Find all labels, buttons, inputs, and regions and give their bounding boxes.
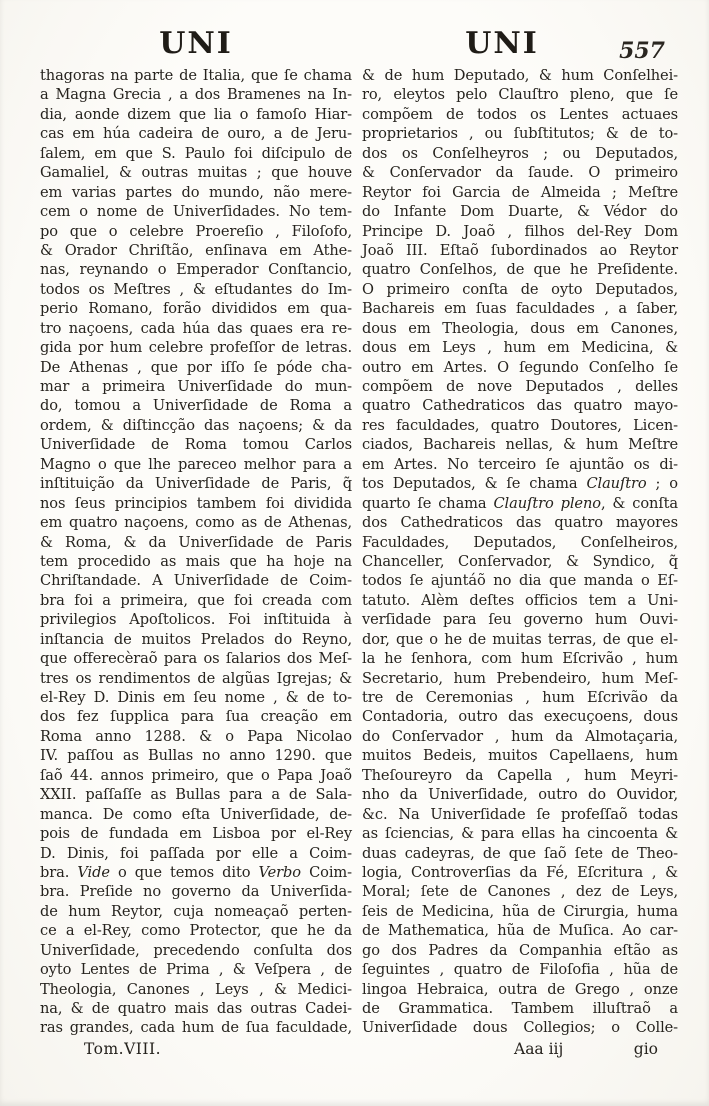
text-line: po que o celebre Proereſio , Filoſofo,	[40, 222, 352, 240]
text-line: O primeiro conſta de oyto Deputados,	[362, 280, 678, 298]
text-line: Magno o que lhe pareceo melhor para a	[40, 455, 352, 473]
text-line: ordem, & diſtincção das naçoens; & da	[40, 416, 352, 434]
text-line: que offerecèraõ para os ſalarios dos Meſ-	[40, 650, 352, 668]
page-number: 557	[619, 38, 665, 64]
text-line: perio Romano, forão divididos em qua-	[40, 300, 352, 318]
text-line: nho da Univerſidade, outro do Ouvidor,	[362, 786, 678, 804]
catchword: gio	[633, 1039, 658, 1058]
text-line: inſtituição da Univerſidade de Paris, q̃	[40, 475, 352, 493]
text-line: todos ſe ajuntáõ no dia que manda o Eſ-	[362, 572, 678, 590]
text-line: pois de fundada em Lisboa por el-Rey	[40, 825, 352, 843]
text-line: Theſoureyro da Capella , hum Meyri-	[362, 766, 678, 784]
text-line: ce a el-Rey, como Protector, que he da	[40, 922, 352, 940]
text-line: ſeguintes , quatro de Filoſofia , hũa de	[362, 961, 678, 979]
text-line: a Magna Grecia , a dos Bramenes na In-	[40, 86, 352, 104]
text-line: de Mathematica, hũa de Muſica. Ao car-	[362, 922, 678, 940]
text-line: do Infante Dom Duarte, & Védor do	[362, 203, 678, 221]
text-line: tem procedido as mais que ha hoje na	[40, 552, 352, 570]
text-line: muitos Bedeis, muitos Capellaens, hum	[362, 747, 678, 765]
text-line: de Grammatica. Tambem illuſtraõ a	[362, 1000, 678, 1017]
text-line: dous em Leys , hum em Medicina, &	[362, 339, 678, 357]
text-line: Univerſidade dous Collegios; o Colle-	[362, 1019, 678, 1037]
text-line: cas em húa cadeira de ouro, a de Jeru-	[40, 125, 352, 143]
text-line: cem o nome de Univerſidades. No tem-	[40, 203, 352, 221]
text-line: inſtancia de muitos Prelados do Reyno,	[40, 630, 352, 648]
text-line: & Conſervador da ſaude. O primeiro	[362, 164, 678, 182]
text-line: quarto ſe chama Clauſtro pleno, & conſta	[362, 494, 678, 512]
text-line: Contadoria, outro das execuçoens, dous	[362, 708, 678, 726]
text-line: Secretario, hum Prebendeiro, hum Meſ-	[362, 669, 678, 687]
text-line: lingoa Hebraica, outra de Grego , onze	[362, 980, 678, 998]
text-line: tres os rendimentos de algũas Igrejas; &	[40, 669, 352, 687]
text-line: ras grandes, cada hum de ſua faculdade,	[40, 1019, 352, 1037]
text-line: quatro Cathedraticos das quatro mayo-	[362, 397, 678, 415]
text-line: Bachareis em ſuas faculdades , a ſaber,	[362, 300, 678, 318]
text-line: bra foi a primeira, que foi creada com	[40, 591, 352, 609]
text-line: IV. paſſou as Bullas no anno 1290. que	[40, 747, 352, 765]
text-line: tre de Ceremonias , hum Eſcrivão da	[362, 689, 678, 706]
text-line: proprietarios , ou ſubſtitutos; & de to-	[362, 125, 678, 143]
text-line: oyto Lentes de Prima , & Veſpera , de	[40, 961, 352, 979]
text-line: Univerſidade, precedendo conſulta dos	[40, 941, 352, 959]
text-line: Chriſtandade. A Univerſidade de Coim-	[40, 572, 352, 590]
text-line: em Artes. No terceiro ſe ajuntão os di-	[362, 455, 678, 473]
text-line: res faculdades, quatro Doutores, Licen-	[362, 416, 678, 434]
text-line: verſidade para ſeu governo hum Ouvi-	[362, 611, 678, 629]
text-line: privilegios Apoſtolicos. Foi inſtituida à	[40, 611, 352, 629]
signature-mark: Aaa iij	[514, 1039, 564, 1058]
text-line: gida por hum celebre profeſſor de letras.	[40, 339, 352, 357]
text-line: na, & de quatro mais das outras Cadei-	[40, 1000, 352, 1017]
text-line: duas cadeyras, de que ſaõ ſete de Theo-	[362, 844, 678, 862]
text-line: ſalem, em que S. Paulo foi diſcipulo de	[40, 144, 352, 162]
left-column-text	[40, 66, 352, 1038]
text-line: em quatro naçoens, como as de Athenas,	[40, 514, 352, 532]
text-line: nas, reynando o Emperador Conſtancio,	[40, 261, 352, 279]
text-line: XXII. paſſaſſe as Bullas para a de Sala-	[40, 786, 352, 804]
text-columns	[40, 66, 678, 1060]
text-line: bra. Preſide no governo da Univerſida-	[40, 883, 352, 901]
text-line: Reytor foi Garcia de Almeida ; Meſtre	[362, 183, 678, 201]
text-line: & de hum Deputado, & hum Conſelhei-	[362, 67, 678, 84]
text-line: Univerſidade de Roma tomou Carlos	[40, 436, 352, 454]
text-line: logia, Controverſias da Fé, Eſcritura , &	[362, 863, 678, 881]
text-line: Joaõ III. Eſtaõ ſubordinados ao Reytor	[362, 241, 678, 259]
text-line: de hum Reytor, cuja nomeaçaõ perten-	[40, 902, 352, 920]
text-line: do Conſervador , hum da Almotaçaria,	[362, 727, 678, 745]
text-line: compõem de todos os Lentes actuaes	[362, 105, 678, 123]
text-line: Moral; ſete de Canones , dez de Leys,	[362, 883, 678, 901]
text-column-left	[40, 66, 352, 1060]
text-line: Theologia, Canones , Leys , & Medici-	[40, 980, 352, 998]
text-line: ciados, Bachareis nellas, & hum Meſtre	[362, 436, 678, 454]
text-line: Roma anno 1288. & o Papa Nicolao	[40, 727, 352, 745]
text-line: ſeis de Medicina, hũa de Cirurgia, huma	[362, 902, 678, 920]
text-line: Gamaliel, & outras muitas ; que houve	[40, 164, 352, 182]
text-line: nos ſeus principios tambem foi dividida	[40, 494, 352, 512]
text-line: & Orador Chriſtão, enſinava em Athe-	[40, 241, 352, 259]
right-column-footer	[362, 1038, 678, 1060]
text-line: dos os Conſelheyros ; ou Deputados,	[362, 144, 678, 162]
text-line: ſaõ 44. annos primeiro, que o Papa Joaõ	[40, 766, 352, 784]
volume-label: Tom.VIII.	[84, 1039, 162, 1058]
text-line: dia, aonde dizem que lia o famoſo Hiar-	[40, 105, 352, 123]
text-line: tatuto. Alèm deſtes officios tem a Uni-	[362, 591, 678, 609]
text-line: &c. Na Univerſidade ſe profeſſaõ todas	[362, 805, 678, 823]
left-column-footer	[40, 1038, 352, 1060]
running-title-left: UNI	[159, 26, 233, 61]
text-line: Principe D. Joaõ , filhos del-Rey Dom	[362, 222, 678, 240]
text-line: dos fez ſupplica para ſua creação em	[40, 708, 352, 726]
text-line: em varias partes do mundo, não mere-	[40, 183, 352, 201]
text-line: dous em Theologia, dous em Canones,	[362, 319, 678, 337]
text-line: & Roma, & da Univerſidade de Paris	[40, 533, 352, 551]
text-line: todos os Meſtres , & eſtudantes do Im-	[40, 280, 352, 298]
text-line: go dos Padres da Companhia eſtão as	[362, 941, 678, 959]
text-column-right	[362, 66, 678, 1060]
text-line: compõem de nove Deputados , delles	[362, 378, 678, 395]
text-line: el-Rey D. Dinis em ſeu nome , & de to-	[40, 689, 352, 706]
text-line: outro em Artes. O ſegundo Conſelho ſe	[362, 358, 678, 376]
right-column-text	[362, 66, 678, 1038]
text-line: thagoras na parte de Italia, que ſe chama	[40, 67, 352, 84]
text-line: tro naçoens, cada húa das quaes era re-	[40, 319, 352, 337]
text-line: mar a primeira Univerſidade do mun-	[40, 378, 352, 395]
text-line: bra. Vide o que temos dito Verbo Coim-	[40, 863, 352, 881]
text-line: manca. De como eſta Univerſidade, de-	[40, 805, 352, 823]
text-line: la he ſenhora, com hum Eſcrivão , hum	[362, 650, 678, 668]
text-line: as ſciencias, & para ellas ha cincoenta &	[362, 825, 678, 843]
text-line: do, tomou a Univerſidade de Roma a	[40, 397, 352, 415]
text-line: Chanceller, Conſervador, & Syndico, q̃	[362, 552, 678, 570]
text-line: quatro Conſelhos, de que he Preſidente.	[362, 261, 678, 279]
text-line: dos Cathedraticos das quatro mayores	[362, 514, 678, 532]
text-line: tos Deputados, & ſe chama Clauſtro ; o	[362, 475, 678, 493]
text-line: dor, que o he de muitas terras, de que el-	[362, 630, 678, 648]
text-line: D. Dinis, foi paſſada por elle a Coim-	[40, 844, 352, 862]
running-title-right: UNI	[465, 26, 539, 61]
text-line: ro, eleytos pelo Clauſtro pleno, que ſe	[362, 86, 678, 104]
text-line: Faculdades, Deputados, Conſelheiros,	[362, 533, 678, 551]
text-line: De Athenas , que por iſſo ſe póde cha-	[40, 358, 352, 376]
